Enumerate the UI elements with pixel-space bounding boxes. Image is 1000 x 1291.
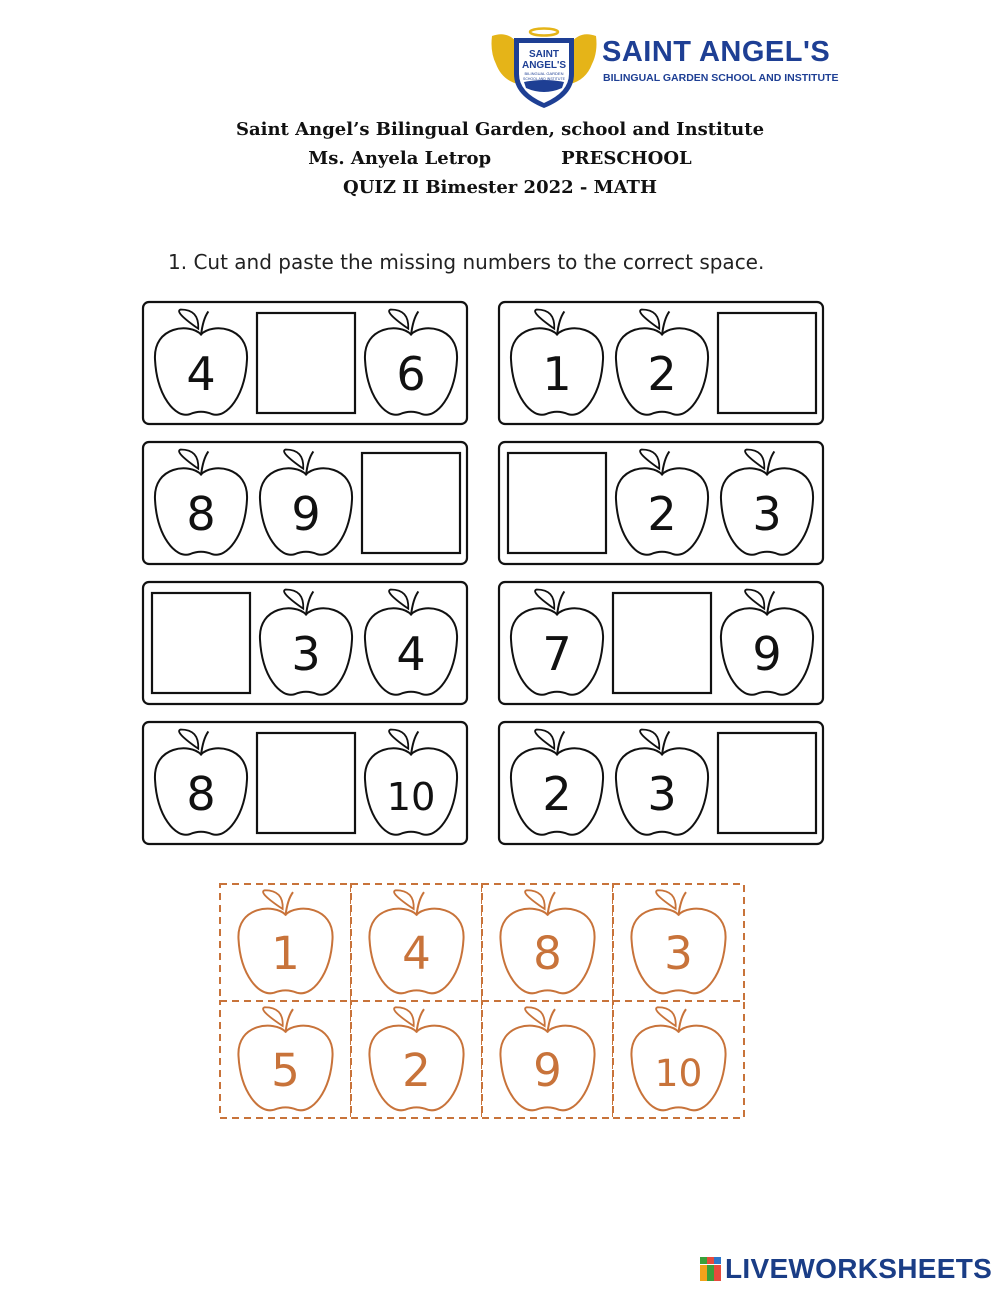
svg-text:ANGEL'S: ANGEL'S [521,60,567,71]
apple-number: 3 [752,487,782,542]
level-label: PRESCHOOL [561,148,692,169]
cutout-card[interactable] [351,884,482,1001]
apple-number: 4 [396,627,426,682]
cutout-card[interactable] [220,884,351,1001]
apple-number: 9 [291,487,321,542]
svg-text:SCHOOL AND INSTITUTE: SCHOOL AND INSTITUTE [523,77,565,81]
apple-number: 2 [402,1044,431,1098]
cutout-card[interactable] [220,1001,351,1118]
apple-number: 3 [291,627,321,682]
apple-number: 3 [664,927,693,981]
apple-number: 2 [542,767,572,822]
apple-number: 9 [752,627,782,682]
apple-number: 7 [542,627,572,682]
apple-number: 2 [647,347,677,402]
liveworksheets-badge-icon [700,1257,722,1281]
apple-number: 5 [271,1044,300,1098]
cutout-card[interactable] [351,1001,482,1118]
apple-number: 10 [654,1051,703,1096]
apple-number: 2 [647,487,677,542]
svg-text:SAINT: SAINT [529,49,559,60]
apple-number: 8 [186,767,216,822]
apple-number: 9 [533,1044,562,1098]
apple-number: 8 [533,927,562,981]
instruction-text: 1. Cut and paste the missing numbers to the correct space. [168,250,765,274]
liveworksheets-text: LIVEWORKSHEETS [725,1253,993,1284]
apple-number: 6 [396,347,426,402]
cutout-card[interactable] [613,884,744,1001]
liveworksheets-brand [700,1253,1000,1285]
cutout-sheet [220,884,744,1118]
logo-subtitle: BILINGUAL GARDEN SCHOOL AND INSTITUTE [603,72,839,84]
school-name: Saint Angel’s Bilingual Garden, school and Institute [235,119,765,140]
cutout-card[interactable] [482,1001,613,1118]
cutout-card[interactable] [482,884,613,1001]
svg-text:BILINGUAL GARDEN: BILINGUAL GARDEN [524,71,564,76]
apple-number: 10 [386,775,436,821]
quiz-title: QUIZ II Bimester 2022 - MATH [343,177,657,198]
apple-number: 8 [186,487,216,542]
logo-title: SAINT ANGEL'S [602,36,831,68]
apple-number: 4 [402,927,431,981]
apple-number: 3 [647,767,677,822]
apple-number: 1 [271,927,300,981]
apple-number: 4 [186,347,216,402]
cutout-card[interactable] [613,1001,744,1118]
teacher-name: Ms. Anyela Letrop [308,148,492,169]
apple-number: 1 [542,347,572,402]
